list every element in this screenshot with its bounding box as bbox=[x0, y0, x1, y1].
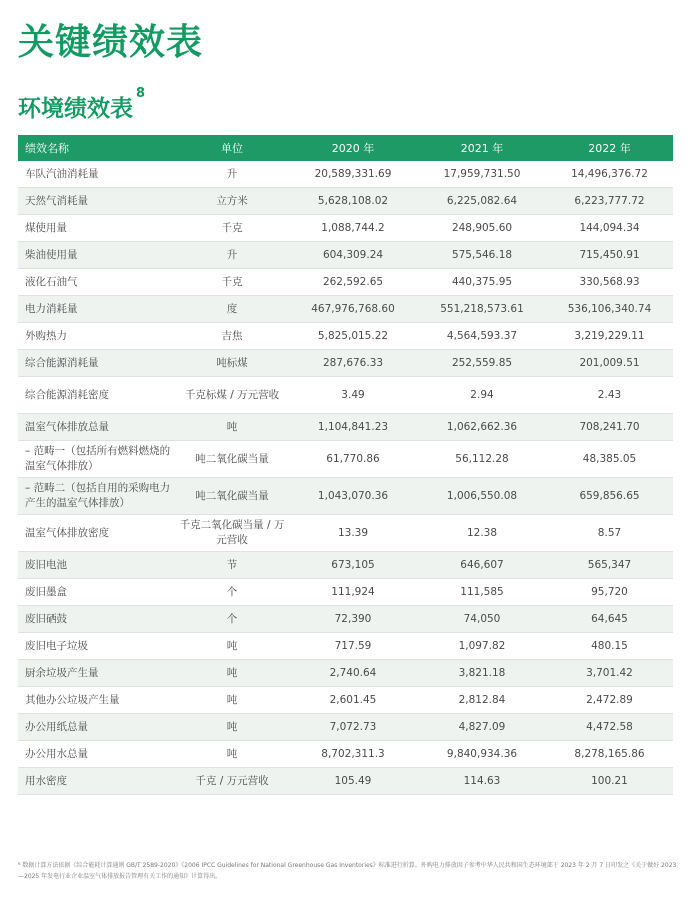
metric-name-cell: 废旧电子垃圾 bbox=[18, 633, 176, 660]
value-2020-cell: 262,592.65 bbox=[288, 269, 418, 296]
table-row bbox=[18, 660, 673, 687]
value-2022-cell: 565,347 bbox=[546, 552, 673, 579]
table-row bbox=[18, 714, 673, 741]
metric-name-cell: 废旧电池 bbox=[18, 552, 176, 579]
value-2021-cell: 4,564,593.37 bbox=[418, 323, 546, 350]
value-2022-cell: 48,385.05 bbox=[546, 441, 673, 478]
value-2020-cell: 3.49 bbox=[288, 377, 418, 414]
value-2022-cell: 8.57 bbox=[546, 515, 673, 552]
table-row bbox=[18, 606, 673, 633]
table-row bbox=[18, 741, 673, 768]
value-2022-cell: 201,009.51 bbox=[546, 350, 673, 377]
value-2021-cell: 17,959,731.50 bbox=[418, 161, 546, 188]
value-2020-cell: 2,601.45 bbox=[288, 687, 418, 714]
value-2021-cell: 1,097.82 bbox=[418, 633, 546, 660]
value-2021-cell: 3,821.18 bbox=[418, 660, 546, 687]
value-2020-cell: 111,924 bbox=[288, 579, 418, 606]
unit-cell: 个 bbox=[176, 579, 288, 606]
value-2020-cell: 2,740.64 bbox=[288, 660, 418, 687]
value-2021-cell: 1,006,550.08 bbox=[418, 478, 546, 515]
metric-name-cell: 柴油使用量 bbox=[18, 242, 176, 269]
metric-name-cell: 废旧墨盒 bbox=[18, 579, 176, 606]
table-row bbox=[18, 633, 673, 660]
value-2020-cell: 287,676.33 bbox=[288, 350, 418, 377]
value-2021-cell: 9,840,934.36 bbox=[418, 741, 546, 768]
value-2022-cell: 6,223,777.72 bbox=[546, 188, 673, 215]
table-row bbox=[18, 414, 673, 441]
metric-name-cell: 车队汽油消耗量 bbox=[18, 161, 176, 188]
unit-cell: 吨 bbox=[176, 714, 288, 741]
table-row bbox=[18, 350, 673, 377]
page-title: 关键绩效表 bbox=[18, 22, 204, 63]
unit-cell: 吨二氧化碳当量 bbox=[176, 478, 288, 515]
value-2021-cell: 440,375.95 bbox=[418, 269, 546, 296]
unit-cell: 吨 bbox=[176, 687, 288, 714]
value-2022-cell: 100.21 bbox=[546, 768, 673, 795]
table-row bbox=[18, 687, 673, 714]
metric-name-cell: 外购热力 bbox=[18, 323, 176, 350]
unit-cell: 千克 bbox=[176, 269, 288, 296]
unit-cell: 吨 bbox=[176, 660, 288, 687]
value-2020-cell: 1,043,070.36 bbox=[288, 478, 418, 515]
value-2020-cell: 467,976,768.60 bbox=[288, 296, 418, 323]
value-2020-cell: 673,105 bbox=[288, 552, 418, 579]
value-2022-cell: 4,472.58 bbox=[546, 714, 673, 741]
unit-cell: 千克 / 万元营收 bbox=[176, 768, 288, 795]
unit-cell: 吨 bbox=[176, 741, 288, 768]
value-2021-cell: 1,062,662.36 bbox=[418, 414, 546, 441]
metric-name-cell: – 范畴一（包括所有燃料燃烧的温室气体排放） bbox=[18, 441, 176, 478]
value-2020-cell: 1,088,744.2 bbox=[288, 215, 418, 242]
environmental-kpi-table bbox=[18, 135, 673, 795]
value-2020-cell: 105.49 bbox=[288, 768, 418, 795]
value-2020-cell: 1,104,841.23 bbox=[288, 414, 418, 441]
value-2022-cell: 8,278,165.86 bbox=[546, 741, 673, 768]
unit-cell: 节 bbox=[176, 552, 288, 579]
unit-cell: 度 bbox=[176, 296, 288, 323]
value-2020-cell: 7,072.73 bbox=[288, 714, 418, 741]
value-2020-cell: 61,770.86 bbox=[288, 441, 418, 478]
value-2020-cell: 5,628,108.02 bbox=[288, 188, 418, 215]
unit-cell: 千克标煤 / 万元营收 bbox=[176, 377, 288, 414]
value-2021-cell: 575,546.18 bbox=[418, 242, 546, 269]
header-2020: 2020 年 bbox=[288, 135, 418, 161]
value-2021-cell: 74,050 bbox=[418, 606, 546, 633]
table-row bbox=[18, 441, 673, 478]
value-2021-cell: 248,905.60 bbox=[418, 215, 546, 242]
header-2022: 2022 年 bbox=[546, 135, 673, 161]
value-2020-cell: 72,390 bbox=[288, 606, 418, 633]
metric-name-cell: 液化石油气 bbox=[18, 269, 176, 296]
value-2022-cell: 2.43 bbox=[546, 377, 673, 414]
table-row bbox=[18, 768, 673, 795]
value-2022-cell: 14,496,376.72 bbox=[546, 161, 673, 188]
table-row bbox=[18, 552, 673, 579]
metric-name-cell: 综合能源消耗密度 bbox=[18, 377, 176, 414]
value-2021-cell: 111,585 bbox=[418, 579, 546, 606]
value-2022-cell: 144,094.34 bbox=[546, 215, 673, 242]
value-2022-cell: 480.15 bbox=[546, 633, 673, 660]
unit-cell: 吨二氧化碳当量 bbox=[176, 441, 288, 478]
unit-cell: 个 bbox=[176, 606, 288, 633]
value-2021-cell: 252,559.85 bbox=[418, 350, 546, 377]
section-title-text: 环境绩效表 bbox=[18, 96, 133, 122]
unit-cell: 立方米 bbox=[176, 188, 288, 215]
value-2022-cell: 2,472.89 bbox=[546, 687, 673, 714]
metric-name-cell: 办公用水总量 bbox=[18, 741, 176, 768]
value-2021-cell: 12.38 bbox=[418, 515, 546, 552]
metric-name-cell: 煤使用量 bbox=[18, 215, 176, 242]
metric-name-cell: 用水密度 bbox=[18, 768, 176, 795]
footnote: ⁸ 数据计算方法依据《综合能耗计算通则 GB/T 2589-2020》《2006 IPCC Guidelines for National Greenhouse Gas Inventories》标准进行折算。外购电力排放因子参考中华人民共和国生态环境部于 2023 年 2 月 7 日印发之《关于做好 2023—2025 年发电行业企业温室气体排放报告管理有关工作的通知》计算得出。 bbox=[18, 862, 677, 880]
unit-cell: 吨标煤 bbox=[176, 350, 288, 377]
metric-name-cell: 电力消耗量 bbox=[18, 296, 176, 323]
value-2020-cell: 604,309.24 bbox=[288, 242, 418, 269]
value-2020-cell: 5,825,015.22 bbox=[288, 323, 418, 350]
value-2021-cell: 114.63 bbox=[418, 768, 546, 795]
value-2022-cell: 659,856.65 bbox=[546, 478, 673, 515]
unit-cell: 千克二氧化碳当量 / 万元营收 bbox=[176, 515, 288, 552]
metric-name-cell: 办公用纸总量 bbox=[18, 714, 176, 741]
footnote-ref: 8 bbox=[136, 86, 146, 101]
section-title bbox=[18, 86, 146, 123]
metric-name-cell: 温室气体排放总量 bbox=[18, 414, 176, 441]
value-2020-cell: 717.59 bbox=[288, 633, 418, 660]
value-2022-cell: 536,106,340.74 bbox=[546, 296, 673, 323]
value-2021-cell: 551,218,573.61 bbox=[418, 296, 546, 323]
metric-name-cell: 温室气体排放密度 bbox=[18, 515, 176, 552]
table-row bbox=[18, 296, 673, 323]
unit-cell: 吉焦 bbox=[176, 323, 288, 350]
value-2021-cell: 646,607 bbox=[418, 552, 546, 579]
metric-name-cell: 综合能源消耗量 bbox=[18, 350, 176, 377]
metric-name-cell: 厨余垃圾产生量 bbox=[18, 660, 176, 687]
value-2022-cell: 715,450.91 bbox=[546, 242, 673, 269]
table-row bbox=[18, 269, 673, 296]
unit-cell: 千克 bbox=[176, 215, 288, 242]
table-row bbox=[18, 188, 673, 215]
value-2020-cell: 20,589,331.69 bbox=[288, 161, 418, 188]
value-2021-cell: 2.94 bbox=[418, 377, 546, 414]
value-2022-cell: 64,645 bbox=[546, 606, 673, 633]
table-row bbox=[18, 161, 673, 188]
value-2021-cell: 6,225,082.64 bbox=[418, 188, 546, 215]
table-row bbox=[18, 478, 673, 515]
table-row bbox=[18, 215, 673, 242]
unit-cell: 吨 bbox=[176, 414, 288, 441]
value-2021-cell: 56,112.28 bbox=[418, 441, 546, 478]
unit-cell: 升 bbox=[176, 161, 288, 188]
header-metric-name: 绩效名称 bbox=[18, 135, 176, 161]
metric-name-cell: 天然气消耗量 bbox=[18, 188, 176, 215]
value-2022-cell: 330,568.93 bbox=[546, 269, 673, 296]
metric-name-cell: 废旧硒鼓 bbox=[18, 606, 176, 633]
metric-name-cell: – 范畴二（包括自用的采购电力产生的温室气体排放） bbox=[18, 478, 176, 515]
table-row bbox=[18, 515, 673, 552]
value-2022-cell: 708,241.70 bbox=[546, 414, 673, 441]
value-2020-cell: 13.39 bbox=[288, 515, 418, 552]
header-2021: 2021 年 bbox=[418, 135, 546, 161]
value-2022-cell: 95,720 bbox=[546, 579, 673, 606]
value-2022-cell: 3,701.42 bbox=[546, 660, 673, 687]
metric-name-cell: 其他办公垃圾产生量 bbox=[18, 687, 176, 714]
unit-cell: 升 bbox=[176, 242, 288, 269]
header-unit: 单位 bbox=[176, 135, 288, 161]
unit-cell: 吨 bbox=[176, 633, 288, 660]
table-row bbox=[18, 242, 673, 269]
value-2022-cell: 3,219,229.11 bbox=[546, 323, 673, 350]
value-2020-cell: 8,702,311.3 bbox=[288, 741, 418, 768]
table-row bbox=[18, 377, 673, 414]
table-row bbox=[18, 579, 673, 606]
table-row bbox=[18, 323, 673, 350]
value-2021-cell: 4,827.09 bbox=[418, 714, 546, 741]
value-2021-cell: 2,812.84 bbox=[418, 687, 546, 714]
table-header-row bbox=[18, 135, 673, 161]
